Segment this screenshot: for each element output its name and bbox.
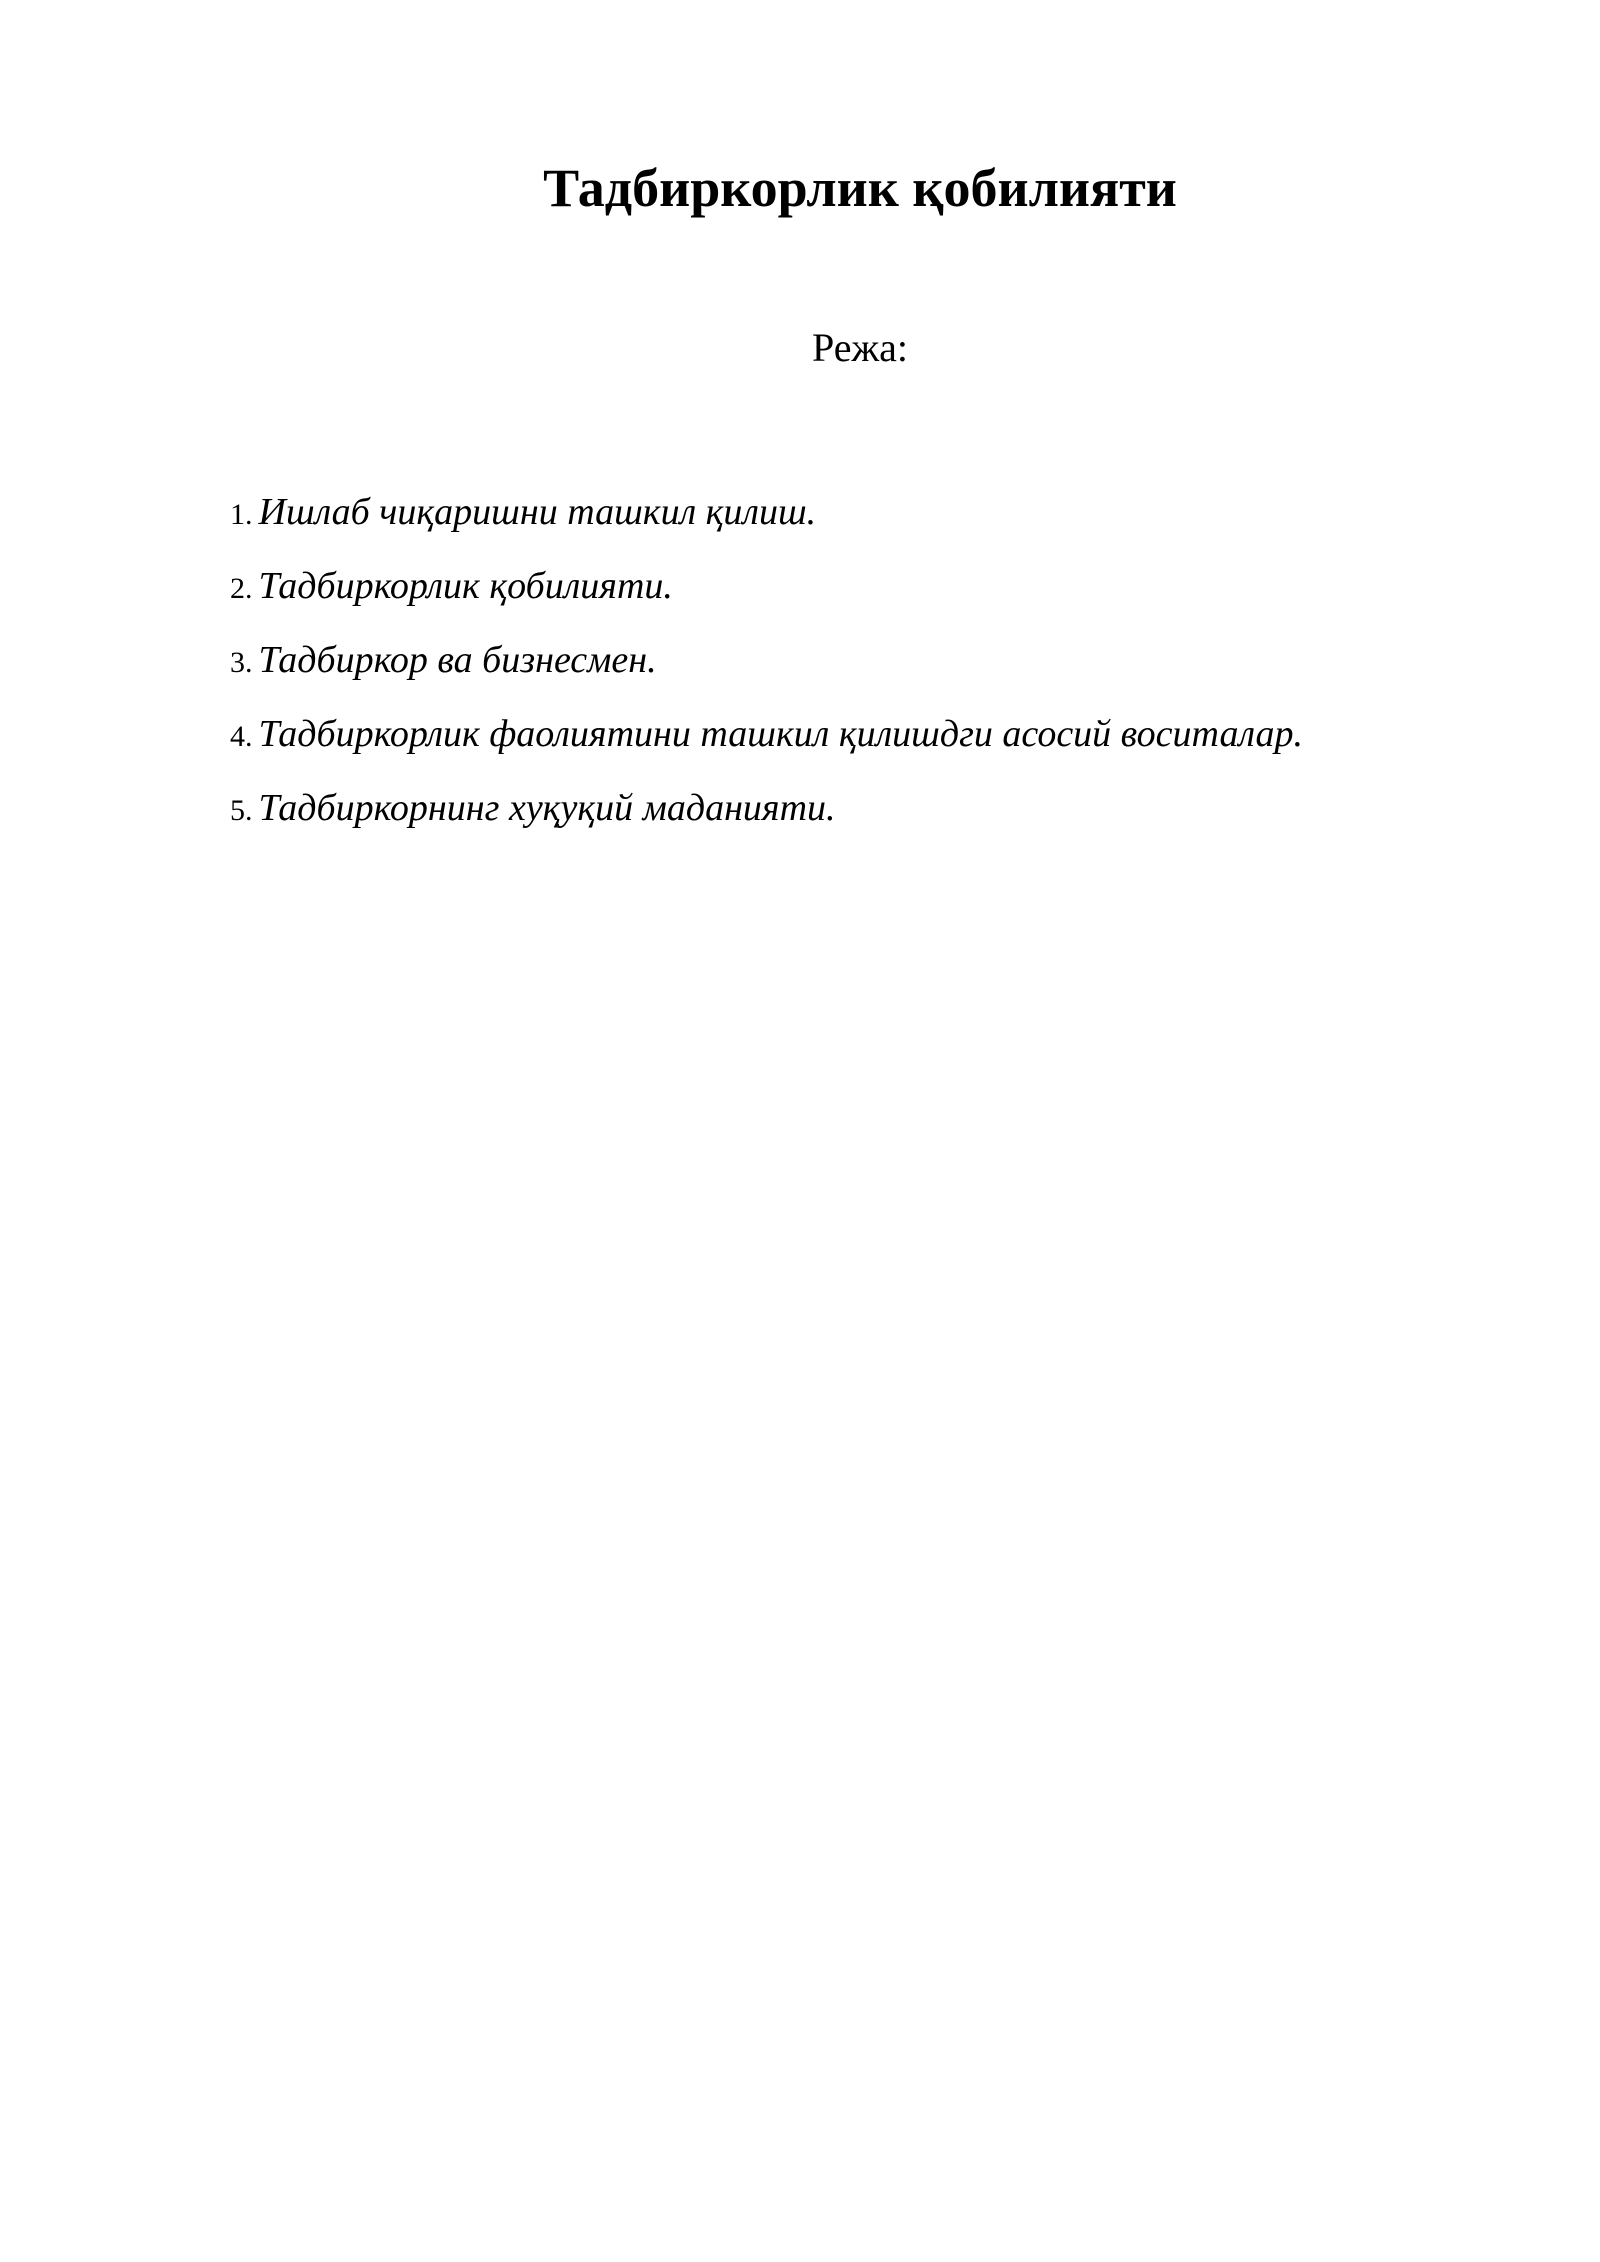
plan-item-text: Тадбиркорлик қобилияти. — [258, 565, 673, 607]
plan-item — [230, 712, 1303, 786]
plan-heading: Режа: — [812, 325, 908, 370]
plan-item-text: Ишлаб чиқаришни ташкил қилиш. — [258, 491, 817, 533]
plan-list — [230, 490, 1303, 860]
plan-item-text: Тадбиркорнинг хуқуқий маданияти. — [258, 787, 836, 829]
plan-item-number: 4. — [230, 720, 253, 753]
document-title: Тадбиркорлик қобилияти — [543, 158, 1177, 218]
plan-item-number: 2. — [230, 572, 253, 605]
plan-item-number: 1. — [230, 498, 253, 531]
plan-item — [230, 638, 1303, 712]
plan-item — [230, 564, 1303, 638]
plan-item-number: 5. — [230, 794, 253, 827]
plan-item-text: Тадбиркор ва бизнесмен. — [258, 639, 657, 681]
plan-item — [230, 786, 1303, 860]
plan-item-number: 3. — [230, 646, 253, 679]
plan-item — [230, 490, 1303, 564]
plan-item-text: Тадбиркорлик фаолиятини ташкил қилишдги асосий воситалар. — [258, 713, 1303, 755]
